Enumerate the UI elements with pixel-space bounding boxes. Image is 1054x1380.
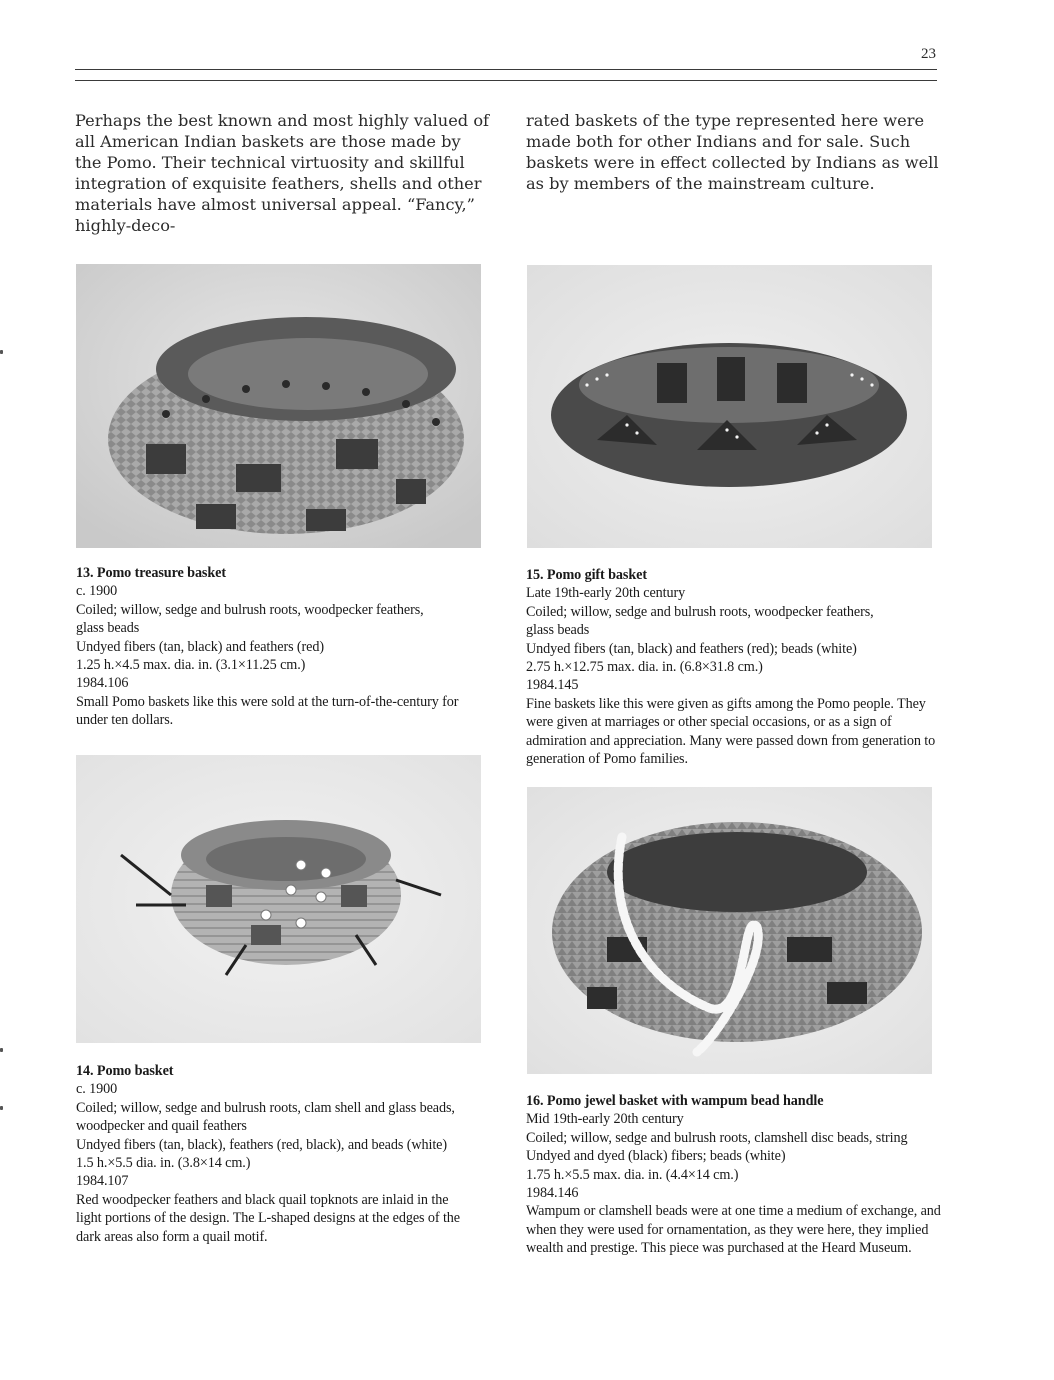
caption-entry-13 xyxy=(76,564,476,730)
photo-jewel-basket xyxy=(527,787,932,1074)
entry-catalog-number: 1984.106 xyxy=(76,675,129,692)
photo-pomo-basket xyxy=(76,755,481,1043)
entry-title: 15. Pomo gift basket xyxy=(526,567,647,583)
photo-gift-basket xyxy=(527,265,932,548)
photo-treasure-basket xyxy=(76,264,481,548)
entry-date: Late 19th-early 20th century xyxy=(526,585,686,602)
entry-date: Mid 19th-early 20th century xyxy=(526,1111,684,1128)
entry-materials-continued: glass beads xyxy=(76,620,140,637)
entry-colors: Undyed fibers (tan, black), feathers (red, black), and beads (white) xyxy=(76,1136,447,1153)
entry-title: 16. Pomo jewel basket with wampum bead handle xyxy=(526,1093,824,1109)
entry-catalog-number: 1984.146 xyxy=(526,1185,579,1202)
entry-dimensions: 1.25 h.×4.5 max. dia. in. (3.1×11.25 cm.) xyxy=(76,657,306,674)
entry-materials: Coiled; willow, sedge and bulrush roots, woodpecker feathers, xyxy=(526,603,874,620)
scan-mark xyxy=(0,1048,3,1052)
header-rule-second xyxy=(75,80,937,81)
scan-mark xyxy=(0,1106,3,1110)
entry-note: Red woodpecker feathers and black quail topknots are inlaid in the light portions of the design. The L-shaped designs at the edges of the dark areas also form a quail motif. xyxy=(76,1191,460,1245)
page-number: 23 xyxy=(921,46,936,62)
entry-note: Fine baskets like this were given as gifts among the Pomo people. They were given at marriages or other special occasions, or as a sign of admiration and appreciation. Many were passed down from generation to generation of Pomo families. xyxy=(526,695,936,768)
entry-note: Small Pomo baskets like this were sold at the turn-of-the-century for under ten dollars. xyxy=(76,693,459,729)
entry-materials-continued: glass beads xyxy=(526,622,590,639)
entry-dimensions: 1.5 h.×5.5 dia. in. (3.8×14 cm.) xyxy=(76,1155,251,1172)
caption-entry-14 xyxy=(76,1062,476,1246)
entry-materials: Coiled; willow, sedge and bulrush roots, woodpecker feathers, xyxy=(76,601,424,618)
header-rule xyxy=(75,69,937,70)
entry-catalog-number: 1984.107 xyxy=(76,1173,129,1190)
entry-colors: Undyed and dyed (black) fibers; beads (white) xyxy=(526,1148,786,1165)
entry-materials: Coiled; willow, sedge and bulrush roots, clam shell and glass beads, xyxy=(76,1099,455,1116)
entry-title: 14. Pomo basket xyxy=(76,1063,174,1079)
entry-materials: Coiled; willow, sedge and bulrush roots, clamshell disc beads, string xyxy=(526,1129,908,1146)
caption-entry-16 xyxy=(526,1092,946,1258)
entry-colors: Undyed fibers (tan, black) and feathers (red) xyxy=(76,638,325,655)
entry-colors: Undyed fibers (tan, black) and feathers (red); beads (white) xyxy=(526,640,857,657)
intro-paragraph-left: Perhaps the best known and most highly valued of all American Indian baskets are those made by the Pomo. Their technical virtuosity and skillful integration of exquisite feathers, shells and other materials have almost universal appeal. “Fancy,” highly-deco- xyxy=(75,111,490,235)
entry-dimensions: 2.75 h.×12.75 max. dia. in. (6.8×31.8 cm.) xyxy=(526,659,763,676)
entry-date: c. 1900 xyxy=(76,1081,118,1098)
intro-paragraph-right: rated baskets of the type represented here were made both for other Indians and for sale. Such baskets were in effect collected by Indians as well as by members of the mainstream culture. xyxy=(526,111,939,193)
entry-materials-continued: woodpecker and quail feathers xyxy=(76,1118,247,1135)
entry-title: 13. Pomo treasure basket xyxy=(76,565,226,581)
caption-entry-15 xyxy=(526,566,946,768)
entry-note: Wampum or clamshell beads were at one time a medium of exchange, and when they were used for ornamentation, as they were here, they implied wealth and prestige. This piece was purchased at the Heard Museum. xyxy=(526,1203,941,1257)
entry-date: c. 1900 xyxy=(76,583,118,600)
scan-mark xyxy=(0,350,3,354)
entry-dimensions: 1.75 h.×5.5 max. dia. in. (4.4×14 cm.) xyxy=(526,1166,739,1183)
entry-catalog-number: 1984.145 xyxy=(526,677,579,694)
